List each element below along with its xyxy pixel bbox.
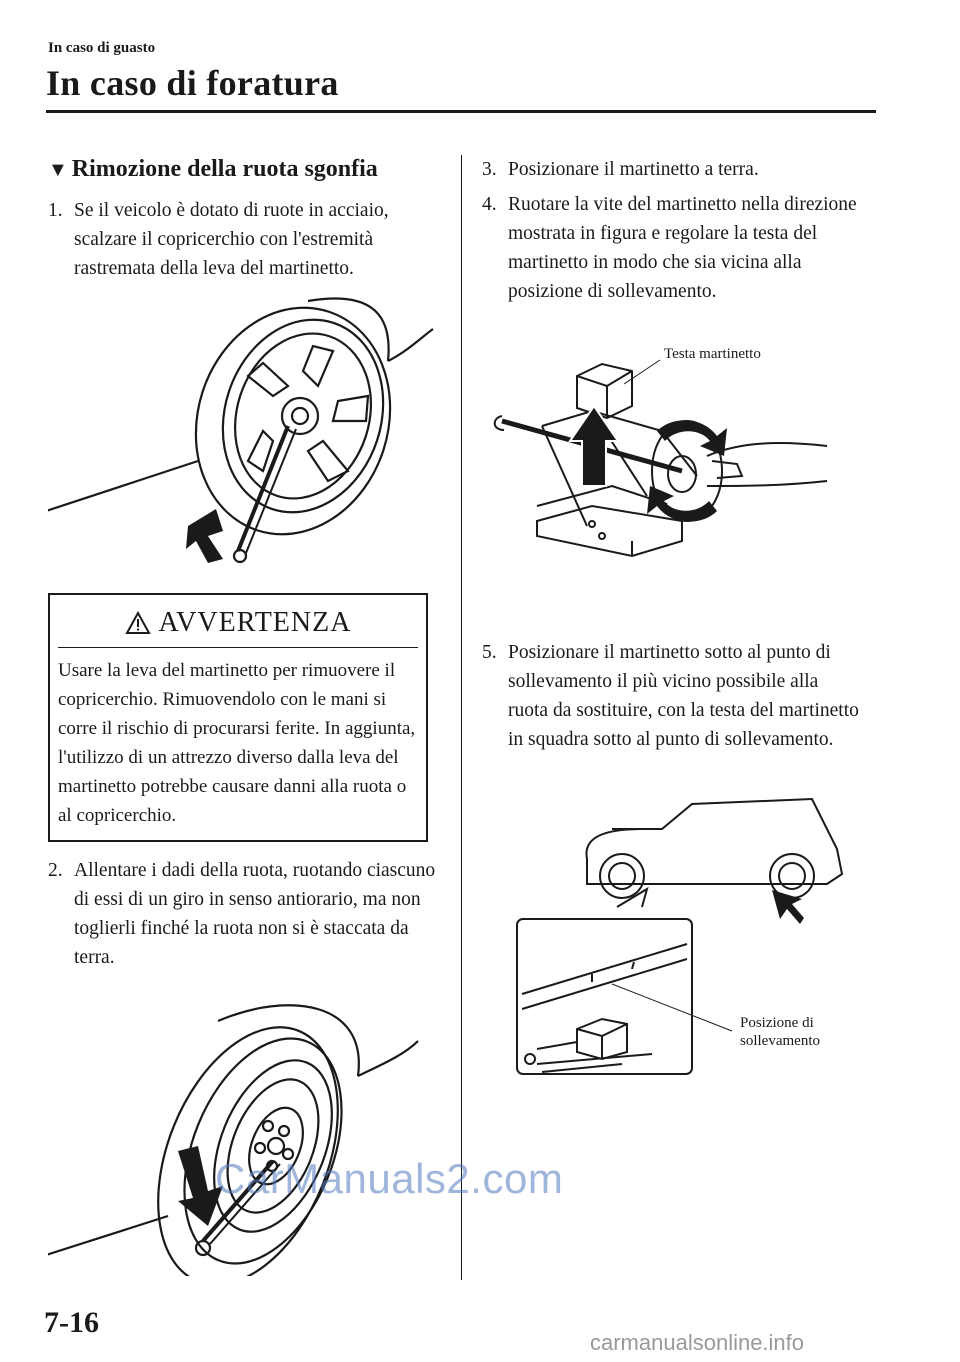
figure-jack-screw — [482, 346, 862, 586]
warning-triangle-icon — [125, 611, 151, 635]
step-3: 3. Posizionare il martinetto a terra. — [482, 159, 759, 180]
header-rule — [46, 110, 876, 113]
label-jack-head: Testa martinetto — [664, 346, 761, 362]
column-divider — [461, 155, 462, 1280]
step-2: 2. Allentare i dadi della ruota, ruotando ciascuno di essi di un giro in senso antiorario, ma non toglierli finché la ruota non si è staccata da terra. — [48, 859, 436, 968]
figure-hubcap-removal — [48, 291, 443, 581]
breadcrumb: In caso di guasto — [48, 40, 156, 56]
step-4: 4. Ruotare la vite del martinetto nella direzione mostrata in figura e regolare la testa del martinetto in modo che sia vicina alla posizione di sollevamento. — [482, 194, 857, 302]
watermark-carmanualsonline: carmanualsonline.info — [590, 1330, 805, 1355]
step-5: 5. Posizionare il martinetto sotto al punto di sollevamento il più vicino possibile alla ruota da sostituire, con la testa del martinetto in squadra sotto al punto di sollevamento. — [482, 642, 859, 750]
watermark-carmanuals2: CarManuals2.com — [215, 1155, 564, 1202]
right-column — [482, 155, 862, 1094]
warning-body: Usare la leva del martinetto per rimuovere il copricerchio. Rimuovendolo con le mani si corre il rischio di procurarsi ferite. In aggiunta, l'utilizzo di un attrezzo diverso dalla leva del martinetto potrebbe causare danni alla ruota o al copricerchio. — [58, 647, 418, 840]
left-column — [48, 155, 443, 1276]
page-number: 7-16 — [44, 1306, 99, 1339]
label-lift-point: Posizione di sollevamento — [740, 1015, 820, 1049]
warning-box — [48, 593, 428, 842]
section-heading-text: Rimozione della ruota sgonfia — [71, 156, 378, 182]
page-title: In caso di foratura — [46, 63, 339, 103]
figure-lift-point — [482, 794, 862, 1094]
figure-loosen-nuts — [48, 986, 443, 1276]
warning-title: AVVERTENZA — [50, 595, 426, 647]
section-heading — [48, 155, 443, 184]
triangle-marker-icon: ▼ — [48, 159, 68, 181]
step-1: 1. Se il veicolo è dotato di ruote in acciaio, scalzare il copricerchio con l'estremità rastremata della leva del martinetto. — [48, 199, 389, 279]
